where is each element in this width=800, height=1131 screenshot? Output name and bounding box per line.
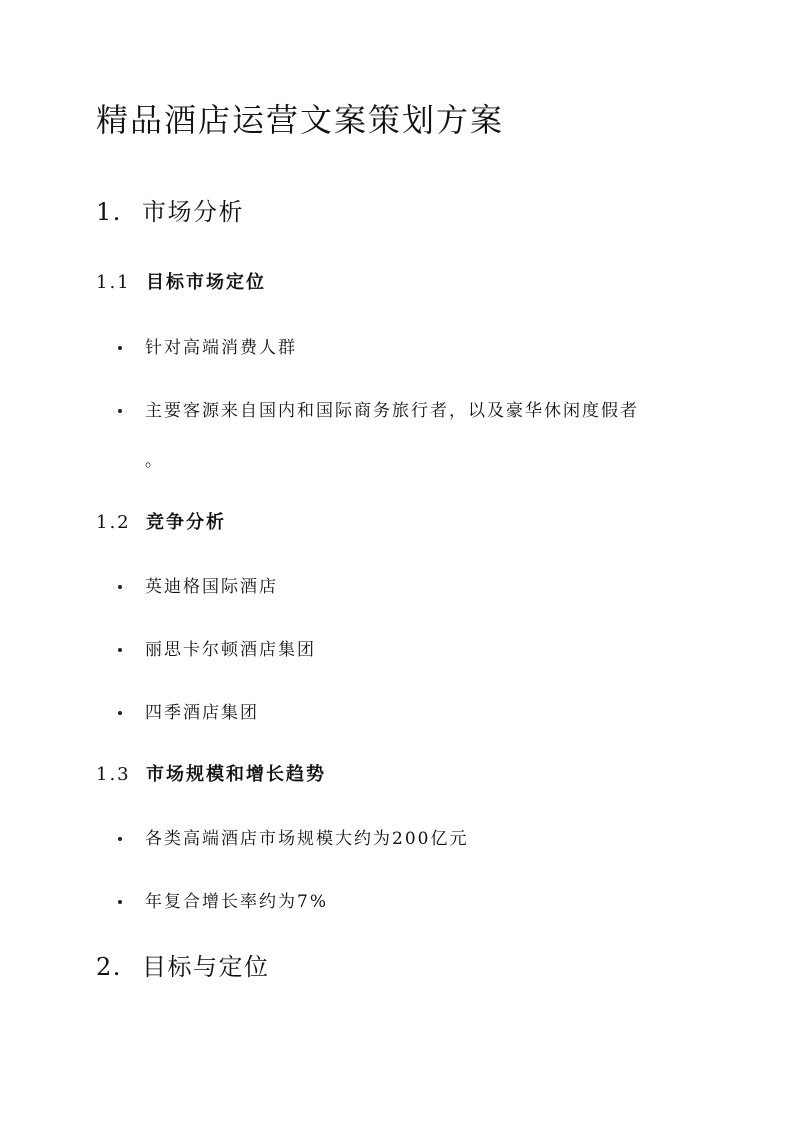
section-heading-goals <box>96 951 270 983</box>
section-heading-market-analysis <box>96 196 244 228</box>
list-item-text: 年复合增长率约为7% <box>145 892 328 912</box>
bullet-icon <box>118 837 122 841</box>
section-title: 目标与定位 <box>142 953 270 981</box>
list-item-text: 主要客源来自国内和国际商务旅行者，以及豪华休闲度假者 <box>145 401 639 421</box>
subsection-number: 1.1 <box>96 272 131 293</box>
list-item-text: 丽思卡尔顿酒店集团 <box>145 640 316 660</box>
bullet-icon <box>118 900 122 904</box>
bullet-icon <box>118 346 122 350</box>
list-item-text: 各类高端酒店市场规模大约为200亿元 <box>145 829 469 849</box>
subsection-number: 1.2 <box>96 512 131 533</box>
document-title: 精品酒店运营文案策划方案 <box>96 101 505 139</box>
subsection-title: 目标市场定位 <box>146 272 266 293</box>
list-item-continuation: 。 <box>145 451 162 471</box>
bullet-icon <box>118 711 122 715</box>
subsection-heading-competition <box>96 510 226 536</box>
list-item-text: 英迪格国际酒店 <box>145 577 278 597</box>
bullet-icon <box>118 585 122 589</box>
subsection-heading-target-market <box>96 270 266 296</box>
list-item-text: 四季酒店集团 <box>145 703 259 723</box>
bullet-icon <box>118 648 122 652</box>
subsection-number: 1.3 <box>96 764 131 785</box>
section-number: 1. <box>96 198 122 226</box>
subsection-heading-market-size <box>96 762 326 788</box>
section-title: 市场分析 <box>142 198 244 226</box>
list-item-text: 针对高端消费人群 <box>145 338 297 358</box>
section-number: 2. <box>96 953 122 981</box>
subsection-title: 竞争分析 <box>146 512 226 533</box>
bullet-icon <box>118 409 122 413</box>
subsection-title: 市场规模和增长趋势 <box>146 764 326 785</box>
